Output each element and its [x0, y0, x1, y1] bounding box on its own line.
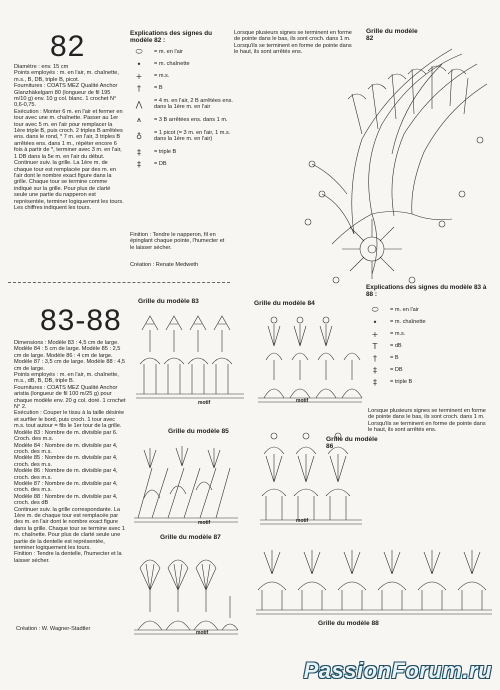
- legend-83-88: [364, 304, 484, 388]
- stitch-b-icon: †: [373, 353, 377, 363]
- stitch-db-small-icon: T: [372, 341, 378, 351]
- motif-label: motif: [296, 518, 309, 524]
- grid-86-title: Grille du modèle 86: [326, 436, 378, 450]
- legend-item: T = dB: [364, 340, 484, 352]
- grid-87-diagram: [130, 544, 242, 640]
- section-divider: [8, 282, 230, 283]
- supplies-text: Fournitures : COATS MEZ Qualité Anchor aristia (longueur de fil 100 m/25 g) pour chaque modèle env. 20 g col. doré. 1 crochet N° 2.: [14, 384, 126, 411]
- stitches-text: Points employés : m. en l'air, m. chaînette, m.s., dB, B, DB, triple B.: [14, 372, 119, 385]
- grid-85-title: Grille du modèle 85: [168, 428, 229, 435]
- model-87-text: Modèle 87 : Nombre de m. divisible par 4, croch. des m.s.: [14, 480, 118, 494]
- model-83-text: Modèle 83 : Nombre de m. divisible par 6. Croch. des m.s.: [14, 429, 118, 443]
- legend-item: ‡ = triple B: [364, 376, 484, 388]
- dot-icon: •: [372, 317, 378, 327]
- credit-83-88: Création : W. Wagner-Stadtler: [16, 626, 91, 632]
- oval-icon: ⬭: [135, 47, 143, 56]
- legend-item: ‡ = DB: [364, 364, 484, 376]
- legend-item: + = m.s.: [128, 70, 240, 82]
- grid-86-diagram: [256, 420, 366, 530]
- note-82: Lorsque plusieurs signes se terminent en forme de pointe dans le bas, ils sont croch. dans 1 m. Lorsqu'ils se terminent en forme de pointe dans le haut, ils sont arrêtés ens.: [234, 30, 352, 56]
- grid-88-diagram: [252, 540, 496, 620]
- grid-84-diagram: [256, 310, 364, 410]
- legend-item: • = m. chaînette: [128, 58, 240, 70]
- legend-item: ‡ = triple B: [128, 146, 240, 158]
- cross-icon: +: [371, 329, 379, 339]
- legend-item: ⬭ = m. en l'air: [364, 304, 484, 316]
- finish-82: Finition : Tendre le napperon, fil en épinglant chaque pointe, l'humecter et le laisser sécher.: [130, 232, 225, 251]
- model-88-text: Modèle 88 : Nombre de m. divisible par 4, croch. des dB: [14, 493, 118, 507]
- legend-82: [128, 46, 240, 170]
- pattern-number-83-88: 83-88: [40, 304, 122, 337]
- supplies-text: Fournitures : COATS MEZ Qualité Anchor Glanzhäkelgarn 80 (longueur de fil 195 m/10 g) env. 10 g col. blanc. 1 crochet N° 0,6-0,75.: [14, 83, 118, 109]
- stitch-db-icon: ‡: [137, 159, 141, 169]
- motif-label: motif: [196, 630, 209, 636]
- legend-item: † = B: [364, 352, 484, 364]
- continue-text: Continuer suiv. la grille correspondante. La 1ère m. de chaque tour est remplacée par des m. en l'air dont le nombre exact figure dans la grille. Chaque tour se termine avec 1 m. chaînette. Pour plus de clarté seule une partie de la dentelle est représentée, terminer logiquement les tours.: [14, 506, 126, 551]
- credit-82: Création : Renate Medweth: [130, 262, 199, 268]
- legend-82-title: Explications des signes du modèle 82 :: [130, 30, 213, 45]
- execution-text: Exécution : Monter 6 m. en l'air et fermer en tour avec une m. chaînette. Passer au 1er tour avec 5 m. en l'air pour remplacer la 1ère triple B, puis croch. 2 triples B arrêtées ens. dans le rond, * 7 m. en l'air, 3 triples B arrêtées ens. dans 1 m., répéter encore 6 fois à partir de *, terminer avec 3 m. en l'air, 1 DB dans la 5e m. en l'air du début. Continuer suiv. la grille. La 1ère m. de chaque tour est remplacée par des m. en l'air dont le nombre exact figure dans la grille. Chaque tour se termine comme indiqué sur la grille. Pour plus de clarté seule une partie du napperon est représentée, terminer logiquement les tours. Les chiffres indiquent les tours.: [14, 108, 124, 211]
- legend-item: ⋀ = 4 m. en l'air, 2 B arrêtées ens. dans la 1ère m. en l'air: [128, 94, 240, 114]
- pattern-number-82: 82: [50, 30, 86, 63]
- stitch-tb-icon: ‡: [373, 377, 377, 387]
- legend-item: ⬭ = m. en l'air: [128, 46, 240, 58]
- stitch-b-icon: †: [137, 83, 141, 93]
- pattern-83-88-instructions: [14, 340, 126, 564]
- grid-84-title: Grille du modèle 84: [254, 300, 315, 307]
- pattern-82-instructions: [14, 64, 124, 211]
- legend-item: ‡ = DB: [128, 158, 240, 170]
- grid-82-diagram: [292, 44, 492, 294]
- motif-label: motif: [198, 400, 211, 406]
- motif-label: motif: [198, 520, 211, 526]
- cluster-3tb-icon: ⩚: [136, 115, 142, 124]
- model-86-text: Modèle 86 : Nombre de m. divisible par 4, croch. des m.s.: [14, 468, 118, 481]
- execution-text: Exécution : Couper le tissu à la taille désirée et surfiler le bord, puis croch. 1 tour avec m.s. tout autour = fils le 1er tour de la grille.: [14, 410, 125, 430]
- stitch-tb-icon: ‡: [137, 147, 141, 157]
- cluster-2b-icon: ⋀: [135, 99, 143, 109]
- grid-83-title: Grille du modèle 83: [138, 298, 199, 305]
- grid-82-title: Grille du modèle 82: [366, 28, 418, 42]
- legend-item: † = B: [128, 82, 240, 94]
- cross-icon: +: [135, 71, 143, 81]
- finish-83-88: Finition : Tendre la dentelle, l'humecter et la laisser sécher.: [14, 551, 122, 564]
- picot-icon: ♁: [136, 131, 142, 141]
- stitches-text: Points employés : m. en l'air, m. chaînette, m.s., B, DB, triple B, picot.: [14, 70, 119, 83]
- dimensions-text: Dimensions : Modèle 83 : 4,5 cm de large. Modèle 84 : 5 cm de large. Modèle 85 : 2,5 cm de large. Modèle 86 : 4 cm de large. Modèle 87 : 3,5 cm de large. Modèle 88 : 4,5 cm de large.: [14, 340, 126, 372]
- oval-icon: ⬭: [371, 305, 379, 314]
- legend-item: ⩚ = 3 B arrêtées ens. dans 1 m.: [128, 114, 240, 126]
- legend-item: • = m. chaînette: [364, 316, 484, 328]
- grid-83-diagram: [134, 308, 246, 408]
- dot-icon: •: [136, 59, 142, 69]
- model-85-text: Modèle 85 : Nombre de m. divisible par 4, croch. des m.s.: [14, 455, 118, 468]
- grid-88-title: Grille du modèle 88: [318, 620, 379, 627]
- note-83-88: Lorsque plusieurs signes se terminent en forme de pointe dans le bas, ils sont croch. dans 1 m. Lorsqu'ils se terminent en forme de pointe dans le haut, ils sont arrêtés ens.: [368, 408, 486, 434]
- motif-label: motif: [296, 398, 309, 404]
- legend-item: ♁ = 1 picot (= 3 m. en l'air, 1 m.s. dans la 1ère m. en l'air): [128, 126, 240, 146]
- model-84-text: Modèle 84 : Nombre de m. divisible par 4, croch. des m.s.: [14, 442, 118, 455]
- stitch-db-icon: ‡: [373, 365, 377, 375]
- legend-83-88-title: Explications des signes du modèle 83 à 88 :: [366, 284, 487, 299]
- dimension-text: Diamètre : env. 15 cm: [14, 64, 69, 70]
- legend-item: + = m.s.: [364, 328, 484, 340]
- grid-87-title: Grille du modèle 87: [160, 534, 221, 541]
- site-watermark: PassionForum.ru: [303, 658, 492, 683]
- grid-85-diagram: [130, 438, 242, 528]
